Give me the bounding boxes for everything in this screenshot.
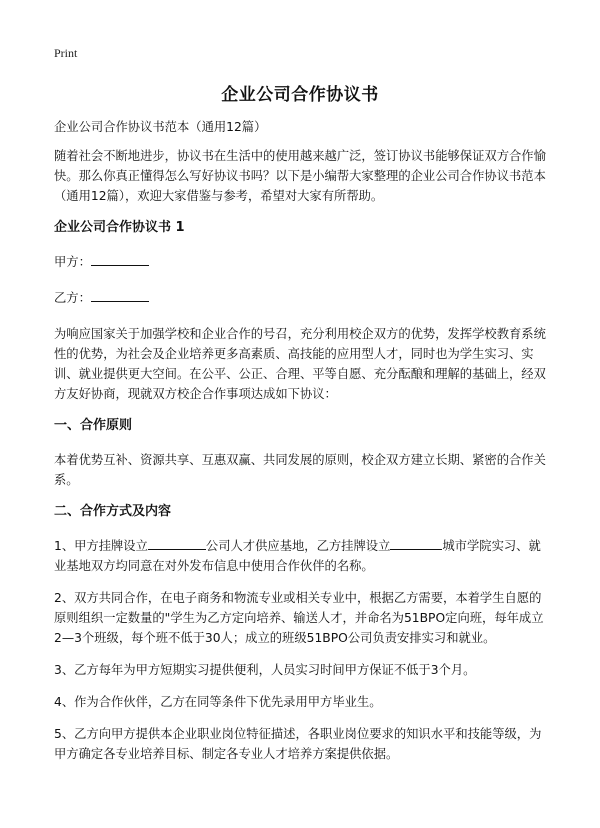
item-3: 3、乙方每年为甲方短期实习提供便利，人员实习时间甲方保证不低于3个月。 bbox=[54, 663, 476, 677]
intro-paragraph: 随着社会不断地进步，协议书在生活中的使用越来越广泛，签订协议书能够保证双方合作愉快。那么你真正懂得怎么写好协议书吗？以下是小编帮大家整理的企业公司合作协议书范本（通用12篇），欢迎大家借鉴与参考，希望对大家有所帮助。 bbox=[54, 149, 546, 203]
party-a-blank bbox=[91, 253, 149, 266]
item-4: 4、作为合作伙伴，乙方在同等条件下优先录用甲方毕业生。 bbox=[54, 695, 382, 709]
item-2: 2、双方共同合作，在电子商务和物流专业或相关专业中，根据乙方需要，本着学生自愿的原则组织一定数量的"学生为乙方定向培养、输送人才，并命名为51BPO定向班，每年成立2—3个班级，每个班不低于30人；成立的班级51BPO公司负责安排实习和就业。 bbox=[54, 591, 544, 645]
party-a-line bbox=[54, 252, 546, 272]
party-b-line bbox=[54, 288, 546, 308]
print-link[interactable]: Print bbox=[54, 46, 78, 60]
document-body bbox=[54, 117, 546, 776]
item-1-text-c: 城市学院实习、就业基地双方均同意在对外发布信息中使用合作伙伴的名称。 bbox=[54, 539, 541, 573]
item-5: 5、乙方向甲方提供本企业职业岗位特征描述，各职业岗位要求的知识水平和技能等级，为甲方确定各专业培养目标、制定各专业人才培养方案提供依据。 bbox=[54, 727, 542, 761]
item-1-text-a: 1、甲方挂牌设立 bbox=[54, 539, 148, 553]
party-b-blank bbox=[91, 289, 149, 302]
item-1-blank-a bbox=[148, 537, 206, 550]
party-b-label: 乙方： bbox=[54, 291, 91, 305]
party-a-label: 甲方： bbox=[54, 255, 91, 269]
section1-heading: 一、合作原则 bbox=[54, 418, 133, 433]
document-subtitle: 企业公司合作协议书范本（通用12篇） bbox=[54, 120, 267, 134]
preamble-paragraph: 为响应国家关于加强学校和企业合作的号召，充分利用校企双方的优势，发挥学校教育系统性的优势，为社会及企业培养更多高素质、高技能的应用型人才，同时也为学生实习、实训、就业提供更大空间。在公平、公正、合理、平等自愿、充分酝酿和理解的基础上，经双方友好协商，现就双方校企合作事项达成如下协议： bbox=[54, 327, 546, 401]
section1-paragraph: 本着优势互补、资源共享、互惠双赢、共同发展的原则，校企双方建立长期、紧密的合作关系。 bbox=[54, 453, 546, 487]
document-title: 企业公司合作协议书 bbox=[221, 85, 379, 105]
item-1-blank-b bbox=[390, 537, 442, 550]
section2-heading: 二、合作方式及内容 bbox=[54, 504, 172, 519]
item-1 bbox=[54, 536, 546, 576]
agreement-title: 企业公司合作协议书 1 bbox=[54, 220, 185, 235]
item-1-text-b: 公司人才供应基地，乙方挂牌设立 bbox=[205, 539, 391, 553]
